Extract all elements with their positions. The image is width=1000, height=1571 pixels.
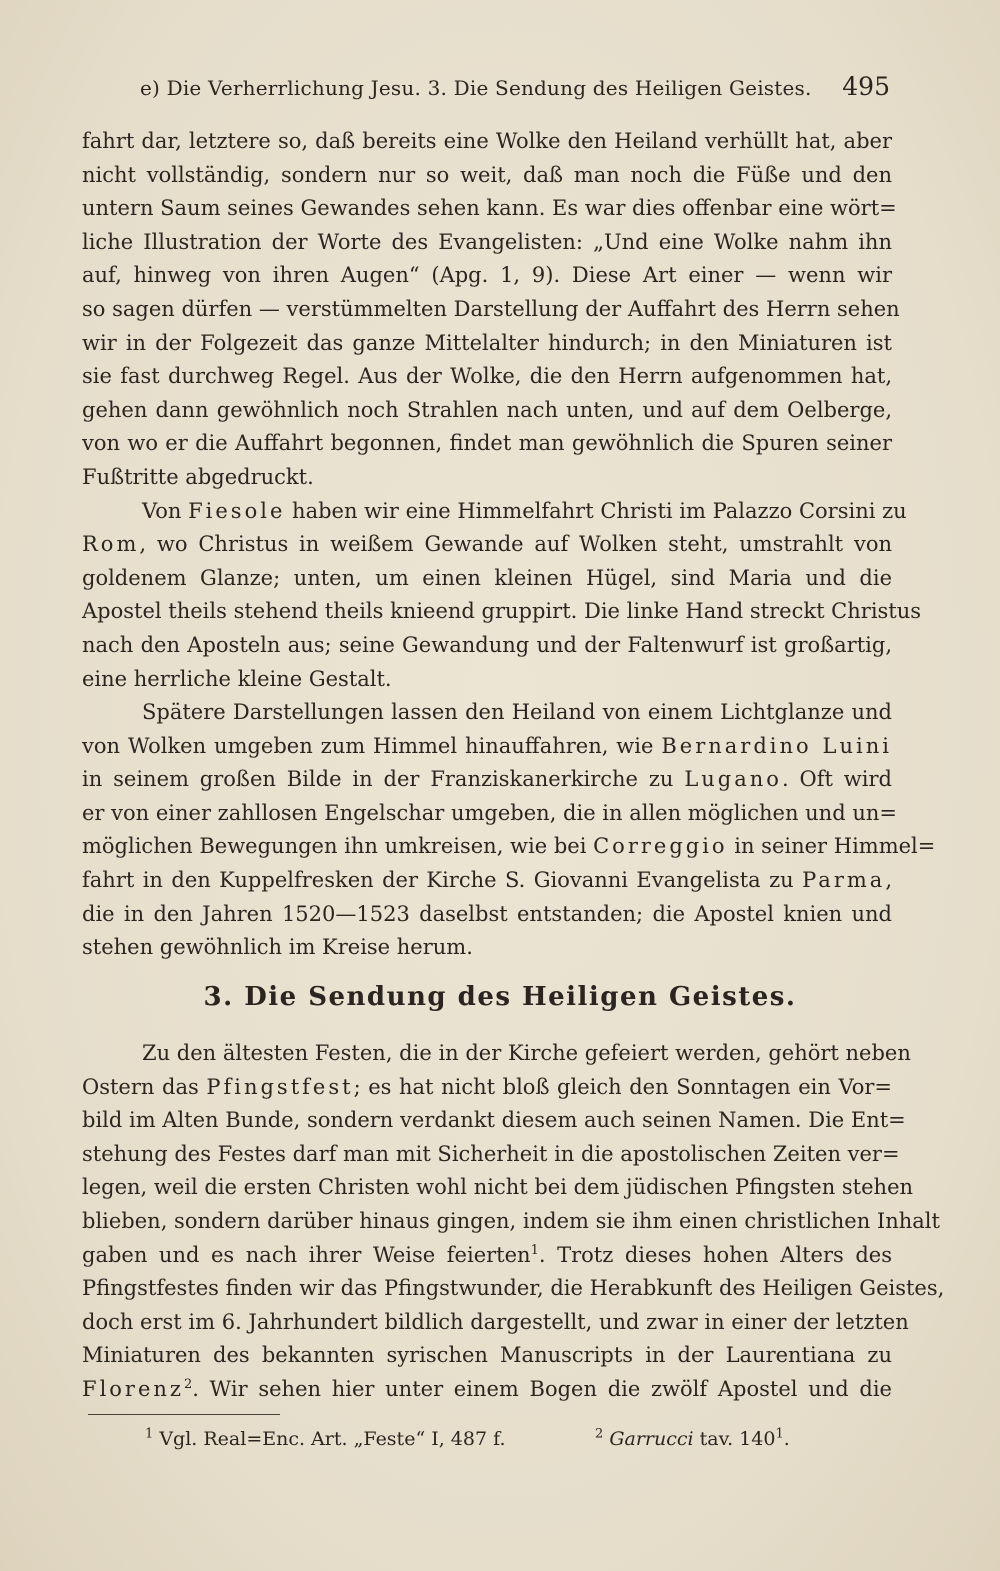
footnote-1 xyxy=(145,1428,505,1450)
text-line: Zu den ältesten Festen, die in der Kirche gefeiert werden, gehört neben xyxy=(142,1041,911,1065)
footnote-rule xyxy=(88,1414,280,1415)
text-line: eine herrliche kleine Gestalt. xyxy=(82,666,392,691)
text-line: doch erst im 6. Jahrhundert bildlich dargestellt, und zwar in einer der letzten xyxy=(82,1309,909,1334)
text-line: goldenem Glanze; unten, um einen kleinen Hügel, sind Maria und die xyxy=(82,565,892,590)
text-line: stehung des Festes darf man mit Sicherheit in die apostolischen Zeiten ver= xyxy=(82,1141,900,1166)
text-line: Apostel theils stehend theils knieend gruppirt. Die linke Hand streckt Christus xyxy=(82,599,922,624)
text-run: , xyxy=(885,868,892,893)
text-run: ; es hat nicht bloß gleich den Sonntagen ein Vor= xyxy=(353,1074,892,1099)
text-line: nicht vollständig, sondern nur so weit, daß man noch die Füße und den xyxy=(82,162,892,187)
footnote-mark: 1 xyxy=(145,1426,154,1442)
text-line: blieben, sondern darüber hinaus gingen, indem sie ihm einen christlichen Inhalt xyxy=(82,1208,940,1233)
page-number: 495 xyxy=(842,72,890,101)
artist-name: Fiesole xyxy=(188,498,286,523)
section-heading: 3. Die Sendung des Heiligen Geistes. xyxy=(203,982,797,1012)
text-line: bild im Alten Bunde, sondern verdankt diesem auch seinen Namen. Die Ent= xyxy=(82,1108,906,1133)
text-line xyxy=(82,1239,892,1273)
place-name: Parma xyxy=(802,868,886,893)
text-line: er von einer zahllosen Engelschar umgeben, die in allen möglichen und un= xyxy=(82,800,897,825)
text-line: Fußtritte abgedruckt. xyxy=(82,464,314,489)
footnote-sup: 1 xyxy=(775,1426,784,1442)
artist-name: Bernardino Luini xyxy=(661,733,892,758)
text-run: Von xyxy=(142,498,189,523)
footnote-text: Vgl. Real=Enc. Art. „Feste“ I, 487 f. xyxy=(153,1428,506,1450)
place-name: Florenz xyxy=(82,1376,184,1401)
text-line xyxy=(82,763,892,797)
text-line: stehen gewöhnlich im Kreise herum. xyxy=(82,935,473,960)
text-run: haben wir eine Himmelfahrt Christi im Palazzo Corsini zu xyxy=(285,498,907,523)
text-line: wir in der Folgezeit das ganze Mittelalter hindurch; in den Miniaturen ist xyxy=(82,330,892,355)
text-run: in seiner Himmel= xyxy=(727,834,936,859)
running-head: e) Die Verherrlichung Jesu. 3. Die Sendung des Heiligen Geistes. xyxy=(140,76,812,100)
footnote-2 xyxy=(595,1428,790,1450)
feast-name: Pfingstfest xyxy=(206,1074,354,1099)
text-line xyxy=(82,830,936,864)
text-run: , wo Christus in weißem Gewande auf Wolken steht, umstrahlt von xyxy=(139,532,892,557)
text-run: . Oft wird xyxy=(781,767,892,792)
text-line: auf, hinweg von ihren Augen“ (Apg. 1, 9). Diese Art einer — wenn wir xyxy=(82,263,892,288)
text-run: . Wir sehen hier unter einem Bogen die zwölf Apostel und die xyxy=(192,1376,892,1401)
text-line xyxy=(82,495,907,529)
main-text xyxy=(82,125,936,965)
text-run: möglichen Bewegungen ihn umkreisen, wie bei xyxy=(82,834,594,859)
text-run: in seinem großen Bilde in der Franziskanerkirche zu xyxy=(82,767,685,792)
text-run: . Trotz dieses hohen Alters des xyxy=(538,1242,892,1267)
text-line: fahrt dar, letztere so, daß bereits eine Wolke den Heiland verhüllt hat, aber xyxy=(82,129,892,153)
text-run: von Wolken umgeben zum Himmel hinauffahren, wie xyxy=(82,733,662,758)
place-name: Lugano xyxy=(684,767,782,792)
footnote-ref[interactable]: 1 xyxy=(530,1242,539,1258)
artist-name: Correggio xyxy=(593,834,728,859)
text-line: so sagen dürfen — verstümmelten Darstellung der Auffahrt des Herrn sehen xyxy=(82,296,900,321)
text-line xyxy=(82,1071,892,1105)
footnote-end: . xyxy=(783,1428,790,1450)
text-line xyxy=(82,528,892,562)
text-line: liche Illustration der Worte des Evangelisten: „Und eine Wolke nahm ihn xyxy=(82,229,892,254)
text-line: von wo er die Auffahrt begonnen, findet man gewöhnlich die Spuren seiner xyxy=(82,431,892,456)
text-line: Pfingstfestes finden wir das Pfingstwunder, die Herabkunft des Heiligen Geistes, xyxy=(82,1276,945,1301)
footnote-text: tav. 140 xyxy=(693,1428,776,1450)
text-run: Ostern das xyxy=(82,1074,207,1099)
text-run: gaben und es nach ihrer Weise feierten xyxy=(82,1242,531,1267)
footnote-mark: 2 xyxy=(595,1426,604,1442)
text-line xyxy=(82,730,892,764)
footnote-ref[interactable]: 2 xyxy=(184,1376,193,1392)
text-line: gehen dann gewöhnlich noch Strahlen nach unten, und auf dem Oelberge, xyxy=(82,397,892,422)
text-line: nach den Aposteln aus; seine Gewandung und der Faltenwurf ist großartig, xyxy=(82,632,892,657)
main-text-continued xyxy=(82,1037,945,1407)
text-line: sie fast durchweg Regel. Aus der Wolke, die den Herrn aufgenommen hat, xyxy=(82,364,892,389)
text-line: Spätere Darstellungen lassen den Heiland von einem Lichtglanze und xyxy=(142,700,892,725)
text-line: Miniaturen des bekannten syrischen Manuscripts in der Laurentiana zu xyxy=(82,1343,892,1368)
page-header xyxy=(140,72,890,108)
text-line: untern Saum seines Gewandes sehen kann. Es war dies offenbar eine wört= xyxy=(82,196,897,221)
text-line: legen, weil die ersten Christen wohl nicht bei dem jüdischen Pfingsten stehen xyxy=(82,1175,914,1200)
footnote-author: Garrucci xyxy=(609,1428,694,1450)
text-run: fahrt in den Kuppelfresken der Kirche S. Giovanni Evangelista zu xyxy=(82,868,803,893)
text-line: die in den Jahren 1520—1523 daselbst entstanden; die Apostel knien und xyxy=(82,901,892,926)
text-line xyxy=(82,1373,892,1407)
text-line xyxy=(82,864,892,898)
place-name: Rom xyxy=(82,532,140,557)
